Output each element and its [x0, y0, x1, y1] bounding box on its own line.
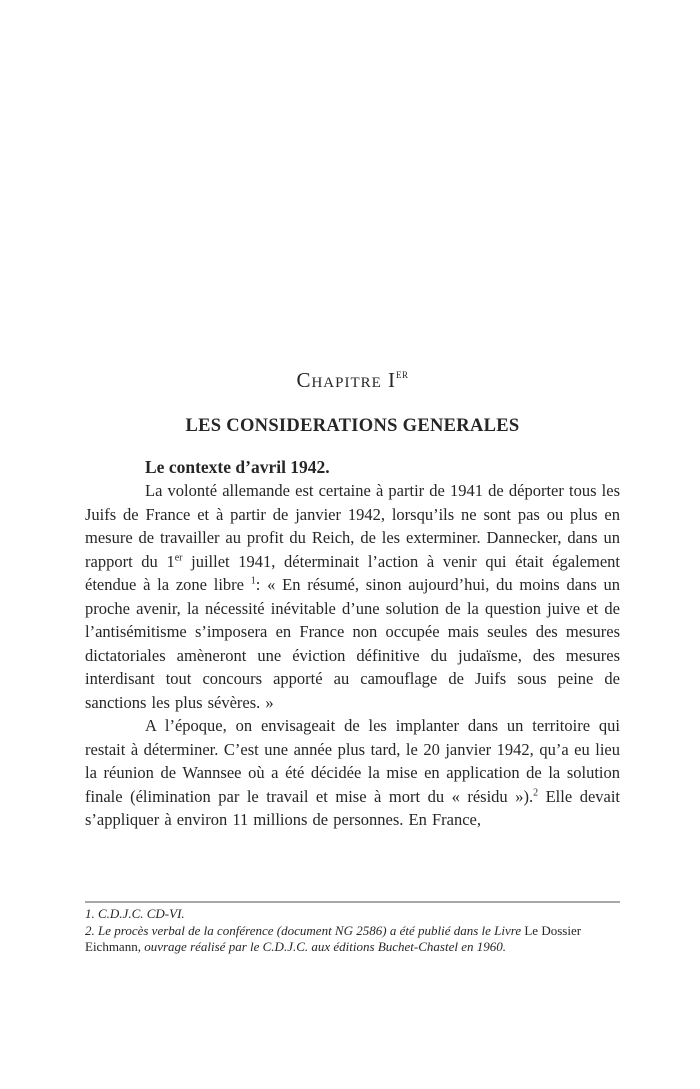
footnote-separator	[85, 901, 620, 903]
footnote-1: 1. C.D.J.C. CD-VI.	[85, 906, 185, 921]
paragraph-2	[85, 714, 620, 832]
paragraph-1-text: : « En résumé, sinon aujourd’hui, du moins dans un proche avenir, la nécessité inévitable d’une solution de la question juive et de l’antisémitisme s’imposera en France non occupée mais seules des mesures dictatoriales amèneront une éviction définitive du judaïsme, des mesures interdisant tout concours apporté au camouflage de Juifs sous peine de sanctions les plus sévères. »	[85, 575, 621, 712]
section-heading: LES CONSIDERATIONS GENERALES	[185, 416, 520, 436]
ordinal-superscript-er: er	[174, 552, 183, 563]
paragraph-2-text: A l’époque, on envisageait de les implanter dans un territoire qui restait à déterminer. C’est une année plus tard, le 20 janvier 1942, qu’a eu lieu la réunion de Wannsee où a été décidée la mise en application de la solution finale (élimination par le travail et mise à mort du « résidu »).	[85, 716, 620, 806]
footnote-2-text: ouvrage réalisé par le C.D.J.C. aux éditions Buchet-Chastel en 1960.	[140, 939, 506, 954]
paragraph-1	[85, 479, 620, 714]
chapter-ordinal-superscript: ER	[396, 370, 409, 380]
body-text	[85, 479, 620, 832]
footnote-block	[85, 901, 620, 956]
chapter-title	[85, 0, 620, 393]
paragraph-2-text: Elle devait s’appliquer à environ 11 millions de personnes. En France,	[85, 786, 621, 829]
chapter-title-text: Chapitre I	[296, 368, 397, 392]
footnote-2	[85, 923, 620, 956]
paragraph-1-text: juillet 1941, déterminait l’action à venir qui était également étendue à la zone libre	[85, 551, 620, 594]
footnote-2-book-title: Le Dossier Eichmann,	[85, 922, 582, 954]
footnote-2-text: 2. Le procès verbal de la conférence (document NG 2586) a été publié dans le Livre	[85, 922, 525, 938]
footnote-reference-1: 1	[250, 575, 256, 587]
subsection-heading: Le contexte d’avril 1942.	[145, 457, 330, 477]
paragraph-1-text: La volonté allemande est certaine à partir de 1941 de déporter tous les Juifs de France et à partir de janvier 1942, lorsqu’ils ne sont pas ou plus en mesure de travailler au profit du Reich, de les exterminer. Dannecker, dans un rapport du 1	[85, 481, 620, 571]
footnote-reference-2: 2	[533, 787, 539, 798]
